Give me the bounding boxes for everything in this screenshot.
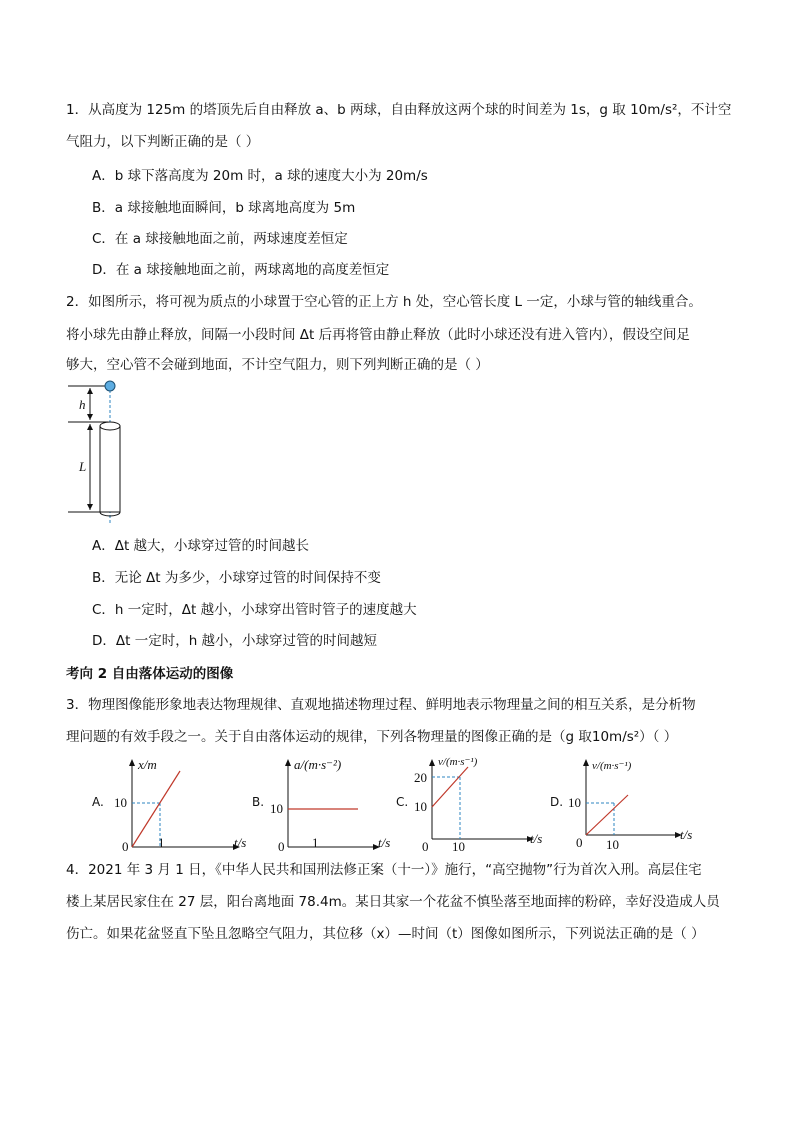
q3-graph-c-xtick: 10	[452, 839, 465, 854]
section-heading: 考向 2 自由落体运动的图像	[66, 666, 234, 682]
q2-label-l: L	[79, 459, 87, 474]
q3-graph-c-ytick2: 20	[414, 770, 427, 785]
q1-option-b: B．a 球接触地面瞬间，b 球离地高度为 5m	[92, 200, 356, 216]
q1-stem-line1: 1．从高度为 125m 的塔顶先后自由释放 a、b 两球，自由释放这两个球的时间差为 1s，g 取 10m/s²，不计空	[66, 102, 732, 118]
q3-graph-a-option: A.	[92, 795, 104, 809]
q3-graph-d-origin: 0	[576, 835, 583, 850]
q4-stem-line2: 楼上某居民家住在 27 层，阳台离地面 78.4m。某日其家一个花盆不慎坠落至地面摔的粉碎，幸好没造成人员	[66, 894, 720, 910]
q3-graph-b-ytick: 10	[270, 801, 283, 816]
q2-tube-figure	[60, 376, 140, 526]
q3-graph-a-line	[132, 771, 180, 847]
q2-stem-line3: 够大，空心管不会碰到地面，不计空气阻力，则下列判断正确的是（ ）	[66, 357, 489, 373]
q3-graph-d-ylabel: v/(m·s⁻¹)	[592, 760, 632, 772]
q3-graph-c-ytick: 10	[414, 799, 427, 814]
q3-graph-c-ylabel: v/(m·s⁻¹)	[438, 756, 478, 768]
q3-graph-b-option: B.	[252, 795, 265, 809]
q1-option-a: A．b 球下落高度为 20m 时，a 球的速度大小为 20m/s	[92, 168, 428, 184]
q3-graph-b-ylabel: a/(m·s⁻²)	[294, 757, 342, 772]
q3-graph-d-line	[586, 795, 628, 835]
q2-label-h: h	[79, 397, 86, 412]
q3-graph-d-xlabel: t/s	[680, 827, 693, 842]
q3-graph-a-origin: 0	[122, 839, 129, 854]
q2-option-a: A．Δt 越大，小球穿过管的时间越长	[92, 538, 310, 554]
q2-stem-line1: 2．如图所示，将可视为质点的小球置于空心管的正上方 h 处，空心管长度 L 一定，小球与管的轴线重合。	[66, 294, 702, 310]
q3-graph-c-option: C.	[396, 795, 409, 809]
q2-option-b: B．无论 Δt 为多少，小球穿过管的时间保持不变	[92, 570, 381, 586]
q3-stem-line2: 理问题的有效手段之一。关于自由落体运动的规律，下列各物理量的图像正确的是（g 取10m/s²）（ ）	[66, 729, 678, 745]
q3-graph-c	[392, 755, 552, 855]
q3-graph-a-xtick: 1	[158, 835, 165, 850]
q3-graph-a-xlabel: t/s	[234, 835, 247, 850]
q2-stem-line2: 将小球先由静止释放，间隔一小段时间 Δt 后再将管由静止释放（此时小球还没有进入管内），假设空间足	[66, 327, 690, 343]
q4-stem-line1: 4．2021 年 3 月 1 日，《中华人民共和国刑法修正案（十一）》施行，“高空抛物”行为首次入刑。高层住宅	[66, 862, 702, 878]
q3-graph-b	[248, 755, 398, 855]
q1-option-c: C．在 a 球接触地面之前，两球速度差恒定	[92, 231, 348, 247]
q3-stem-line1: 3．物理图像能形象地表达物理规律、直观地描述物理过程、鲜明地表示物理量之间的相互关系，是分析物	[66, 697, 696, 713]
q3-graph-c-line	[432, 767, 468, 807]
q2-ball	[105, 381, 115, 391]
q3-graph-b-origin: 0	[278, 839, 285, 854]
q3-graph-a	[88, 755, 248, 855]
q1-stem-line2: 气阻力，以下判断正确的是（ ）	[66, 134, 260, 150]
q2-option-c: C．h 一定时，Δt 越小，小球穿出管时管子的速度越大	[92, 602, 417, 618]
q1-option-d: D．在 a 球接触地面之前，两球离地的高度差恒定	[92, 262, 390, 278]
q3-graph-d-ytick: 10	[568, 795, 581, 810]
q3-graph-c-xlabel: t/s	[530, 831, 543, 846]
q3-graph-d-option: D.	[550, 795, 564, 809]
q3-graph-b-xtick: 1	[312, 835, 319, 850]
q3-graph-d	[546, 755, 706, 855]
q3-graph-d-xtick: 10	[606, 837, 619, 852]
q2-option-d: D．Δt 一定时，h 越小，小球穿过管的时间越短	[92, 633, 378, 649]
q3-graph-a-ylabel: x/m	[138, 757, 157, 772]
q3-graph-a-ytick: 10	[114, 795, 127, 810]
q3-graph-c-origin: 0	[422, 839, 429, 854]
q3-graph-b-xlabel: t/s	[378, 835, 391, 850]
q4-stem-line3: 伤亡。如果花盆竖直下坠且忽略空气阻力，其位移（x）—时间（t）图像如图所示，下列说法正确的是（ ）	[66, 926, 705, 942]
